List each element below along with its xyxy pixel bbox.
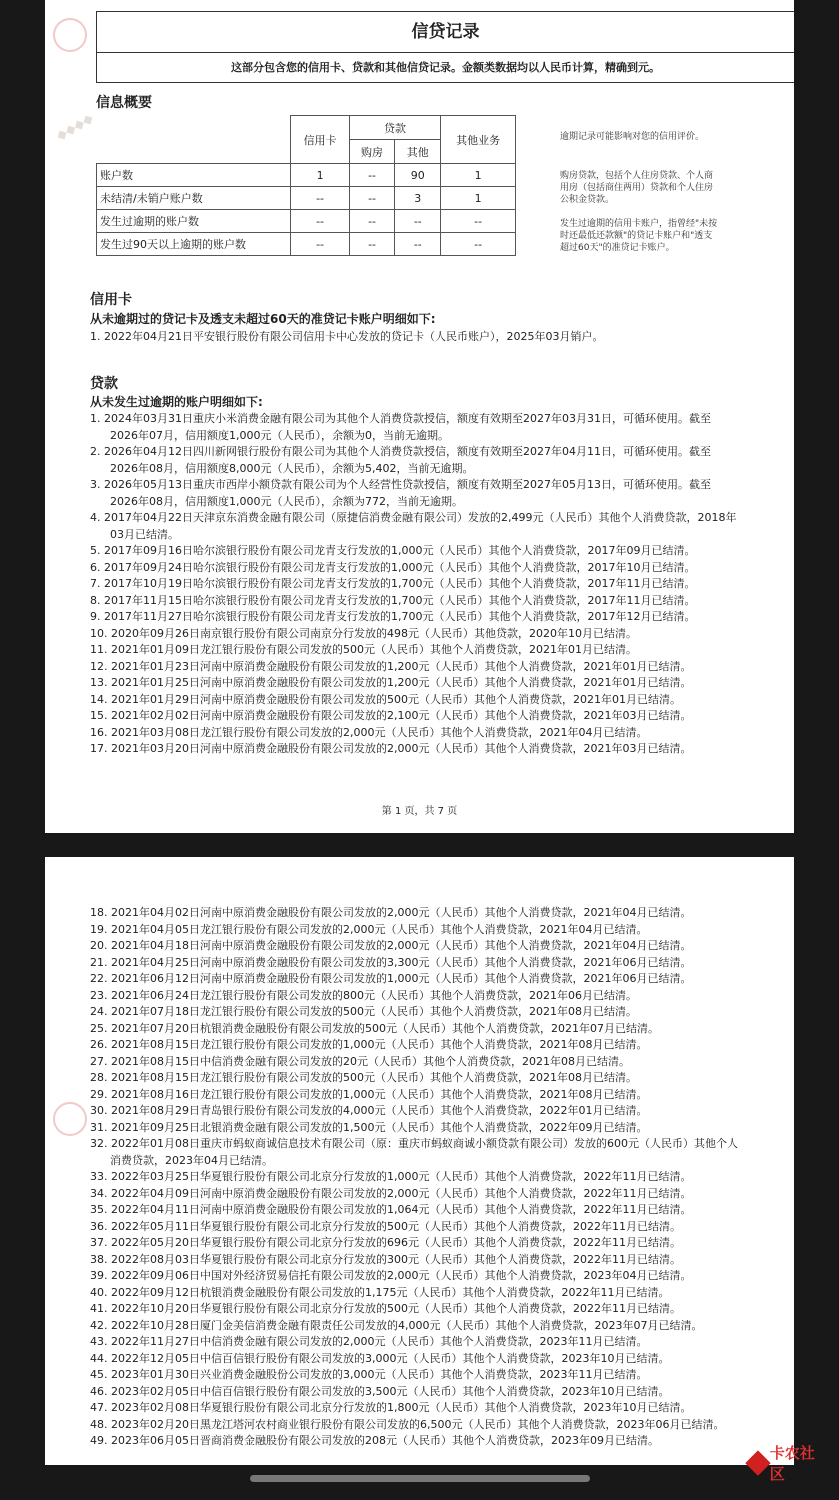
list-item: 39. 2022年09月06日中国对外经济贸易信托有限公司发放的2,000元（人民币）其他个人消费贷款，2023年04月已结清。 (90, 1269, 692, 1282)
list-item: 20. 2021年04月18日河南中原消费金融股份有限公司发放的2,000元（人民币）其他个人消费贷款，2021年04月已结清。 (90, 939, 692, 952)
list-item: 48. 2023年02月20日黑龙江塔河农村商业银行股份有限公司发放的6,500元（人民币）其他个人消费贷款，2023年06月已结清。 (90, 1417, 725, 1431)
list-item: 23. 2021年06月24日龙江银行股份有限公司发放的800元（人民币）其他个人消费贷款，2021年06月已结清。 (90, 988, 637, 1002)
list-item: 1. 2022年04月21日平安银行股份有限公司信用卡中心发放的贷记卡（人民币账户），2025年03月销户。 (90, 330, 604, 343)
list-item: 19. 2021年04月05日龙江银行股份有限公司发放的2,000元（人民币）其他个人消费贷款，2021年04月已结清。 (90, 922, 648, 936)
list-item: 35. 2022年04月11日河南中原消费金融股份有限公司发放的1,064元（人民币）其他个人消费贷款，2022年11月已结清。 (90, 1203, 692, 1216)
list-item: 2. 2026年04月12日四川新网银行股份有限公司为其他个人消费贷款授信，额度有效期至2027年04月11日，可循环使用。截至 2026年08月，信用额度8,000元（人民币），余额为5,402，当前无逾期。 (90, 445, 711, 475)
list-item: 28. 2021年08月15日龙江银行股份有限公司发放的500元（人民币）其他个人消费贷款，2021年08月已结清。 (90, 1071, 637, 1084)
list-item: 24. 2021年07月18日龙江银行股份有限公司发放的500元（人民币）其他个人消费贷款，2021年08月已结清。 (90, 1005, 637, 1018)
list-item: 10. 2020年09月26日南京银行股份有限公司南京分行发放的498元（人民币）其他贷款，2020年10月已结清。 (90, 626, 637, 640)
list-item: 31. 2021年09月25日北银消费金融有限公司发放的1,500元（人民币）其他个人消费贷款，2022年09月已结清。 (90, 1120, 648, 1134)
list-item: 30. 2021年08月29日青岛银行股份有限公司发放的4,000元（人民币）其他个人消费贷款，2022年01月已结清。 (90, 1104, 648, 1117)
list-item: 32. 2022年01月08日重庆市蚂蚁商诚信息技术有限公司（原：重庆市蚂蚁商诚小额贷款有限公司）发放的600元（人民币）其他个人 消费贷款，2023年04月已结清。 (90, 1137, 738, 1167)
table-row: 未结清/未销户账户数 -- -- 3 1 (97, 187, 516, 210)
col-loan: 贷款 (349, 116, 441, 140)
list-item: 18. 2021年04月02日河南中原消费金融股份有限公司发放的2,000元（人民币）其他个人消费贷款，2021年04月已结清。 (90, 906, 692, 919)
overview-table (96, 115, 516, 256)
list-item: 25. 2021年07月20日杭银消费金融股份有限公司发放的500元（人民币）其他个人消费贷款，2021年07月已结清。 (90, 1021, 659, 1035)
col-other: 其他 (395, 140, 441, 164)
page-number: 第 1 页，共 7 页 (381, 806, 458, 817)
list-item: 37. 2022年05月20日华夏银行股份有限公司北京分行发放的696元（人民币）其他个人消费贷款，2022年11月已结清。 (90, 1236, 681, 1249)
overview-note: 发生过逾期的信用卡账户，指曾经"未按时还最低还款额"的贷记卡账户和"透支超过60天"的准贷记卡账户。 (560, 219, 718, 253)
overview-note: 逾期记录可能影响对您的信用评价。 (560, 132, 705, 142)
overview-note: 购房贷款，包括个人住房贷款、个人商用房（包括商住两用）贷款和个人住房公积金贷款。 (560, 171, 714, 205)
list-item: 17. 2021年03月20日河南中原消费金融股份有限公司发放的2,000元（人民币）其他个人消费贷款，2021年03月已结清。 (90, 742, 692, 755)
list-item: 1. 2024年03月31日重庆小米消费金融有限公司为其他个人消费贷款授信，额度有效期至2027年03月31日，可循环使用。截至 2026年07月，信用额度1,000元（人民币），余额为0，当前无逾期。 (90, 412, 711, 442)
col-credit-card: 信用卡 (291, 116, 349, 164)
list-item: 3. 2026年05月13日重庆市西岸小额贷款有限公司为个人经营性贷款授信，额度有效期至2027年05月13日，可循环使用。截至 2026年08月，信用额度1,000元（人民币），余额为772，当前无逾期。 (90, 478, 711, 508)
list-item: 4. 2017年04月22日天津京东消费金融有限公司（原捷信消费金融有限公司）发放的2,499元（人民币）其他个人消费贷款，2018年 03月已结清。 (90, 511, 737, 541)
credit-card-list (90, 329, 755, 346)
list-item: 42. 2022年10月28日厦门金美信消费金融有限责任公司发放的4,000元（人民币）其他个人消费贷款，2023年07月已结清。 (90, 1318, 703, 1332)
list-item: 29. 2021年08月16日龙江银行股份有限公司发放的1,000元（人民币）其他个人消费贷款，2021年08月已结清。 (90, 1087, 648, 1101)
table-row: 账户数 1 -- 90 1 (97, 164, 516, 187)
col-other-biz: 其他业务 (441, 116, 516, 164)
list-item: 15. 2021年02月02日河南中原消费金融股份有限公司发放的2,100元（人民币）其他个人消费贷款，2021年03月已结清。 (90, 709, 692, 722)
scroll-indicator[interactable] (250, 1475, 590, 1482)
table-row: 发生过90天以上逾期的账户数 -- -- -- -- (97, 233, 516, 256)
list-item: 11. 2021年01月09日龙江银行股份有限公司发放的500元（人民币）其他个人消费贷款，2021年01月已结清。 (90, 643, 637, 656)
section-notice: 这部分包含您的信用卡、贷款和其他信贷记录。金额类数据均以人民币计算，精确到元。 (231, 61, 660, 74)
logo-mark-icon (745, 1450, 770, 1475)
report-page-1 (45, 0, 794, 833)
loan-subheading: 从未发生过逾期的账户明细如下: (90, 395, 263, 409)
list-item: 40. 2022年09月12日杭银消费金融股份有限公司发放的1,175元（人民币）其他个人消费贷款，2022年11月已结清。 (90, 1285, 670, 1299)
list-item: 33. 2022年03月25日华夏银行股份有限公司北京分行发放的1,000元（人民币）其他个人消费贷款，2022年11月已结清。 (90, 1170, 692, 1183)
corner-logo (749, 1444, 829, 1483)
list-item: 46. 2023年02月05日中信百信银行股份有限公司发放的3,500元（人民币）其他个人消费贷款，2023年10月已结清。 (90, 1384, 670, 1398)
seal-icon (53, 18, 87, 52)
list-item: 9. 2017年11月27日哈尔滨银行股份有限公司龙青支行发放的1,700元（人民币）其他个人消费贷款，2017年12月已结清。 (90, 610, 696, 623)
list-item: 21. 2021年04月25日河南中原消费金融股份有限公司发放的3,300元（人民币）其他个人消费贷款，2021年06月已结清。 (90, 955, 692, 969)
list-item: 27. 2021年08月15日中信消费金融有限公司发放的20元（人民币）其他个人消费贷款，2021年08月已结清。 (90, 1054, 630, 1068)
overview-heading: 信息概要 (96, 95, 152, 111)
list-item: 34. 2022年04月09日河南中原消费金融股份有限公司发放的2,000元（人民币）其他个人消费贷款，2022年11月已结清。 (90, 1186, 692, 1200)
list-item: 26. 2021年08月15日龙江银行股份有限公司发放的1,000元（人民币）其他个人消费贷款，2021年08月已结清。 (90, 1038, 648, 1051)
loan-list-page2 (90, 905, 755, 1450)
seal-icon (53, 1102, 87, 1136)
report-page-2 (45, 857, 794, 1465)
list-item: 47. 2023年02月08日华夏银行股份有限公司北京分行发放的1,800元（人民币）其他个人消费贷款，2023年10月已结清。 (90, 1401, 692, 1414)
list-item: 49. 2023年06月05日晋商消费金融股份有限公司发放的208元（人民币）其他个人消费贷款，2023年09月已结清。 (90, 1434, 659, 1447)
list-item: 22. 2021年06月12日河南中原消费金融股份有限公司发放的1,000元（人民币）其他个人消费贷款，2021年06月已结清。 (90, 972, 692, 985)
credit-card-subheading: 从未逾期过的贷记卡及透支未超过60天的准贷记卡账户明细如下: (90, 312, 436, 326)
table-row: 发生过逾期的账户数 -- -- -- -- (97, 210, 516, 233)
list-item: 38. 2022年08月03日华夏银行股份有限公司北京分行发放的300元（人民币）其他个人消费贷款，2022年11月已结清。 (90, 1252, 681, 1266)
list-item: 36. 2022年05月11日华夏银行股份有限公司北京分行发放的500元（人民币）其他个人消费贷款，2022年11月已结清。 (90, 1219, 681, 1233)
list-item: 8. 2017年11月15日哈尔滨银行股份有限公司龙青支行发放的1,700元（人民币）其他个人消费贷款，2017年11月已结清。 (90, 593, 696, 607)
loan-heading: 贷款 (90, 376, 118, 392)
section-title: 信贷记录 (97, 12, 794, 53)
list-item: 43. 2022年11月27日中信消费金融有限公司发放的2,000元（人民币）其他个人消费贷款，2023年11月已结清。 (90, 1335, 648, 1348)
list-item: 45. 2023年01月30日兴业消费金融股份公司发放的3,000元（人民币）其他个人消费贷款，2023年11月已结清。 (90, 1368, 648, 1381)
logo-text: 卡农社区 (769, 1444, 815, 1483)
watermark: ◆◆◆◆ (53, 111, 97, 144)
list-item: 14. 2021年01月29日河南中原消费金融股份有限公司发放的500元（人民币）其他个人消费贷款，2021年01月已结清。 (90, 692, 681, 706)
credit-card-heading: 信用卡 (90, 292, 132, 308)
list-item: 41. 2022年10月20日华夏银行股份有限公司北京分行发放的500元（人民币）其他个人消费贷款，2022年11月已结清。 (90, 1302, 681, 1315)
list-item: 16. 2021年03月08日龙江银行股份有限公司发放的2,000元（人民币）其他个人消费贷款，2021年04月已结清。 (90, 725, 648, 739)
list-item: 6. 2017年09月24日哈尔滨银行股份有限公司龙青支行发放的1,000元（人民币）其他个人消费贷款，2017年10月已结清。 (90, 560, 696, 574)
list-item: 12. 2021年01月23日河南中原消费金融股份有限公司发放的1,200元（人民币）其他个人消费贷款，2021年01月已结清。 (90, 659, 692, 673)
list-item: 13. 2021年01月25日河南中原消费金融股份有限公司发放的1,200元（人民币）其他个人消费贷款，2021年01月已结清。 (90, 676, 692, 689)
col-housing: 购房 (349, 140, 395, 164)
list-item: 5. 2017年09月16日哈尔滨银行股份有限公司龙青支行发放的1,000元（人民币）其他个人消费贷款，2017年09月已结清。 (90, 544, 696, 557)
list-item: 7. 2017年10月19日哈尔滨银行股份有限公司龙青支行发放的1,700元（人民币）其他个人消费贷款，2017年11月已结清。 (90, 577, 696, 590)
section-title-box (96, 11, 794, 83)
list-item: 44. 2022年12月05日中信百信银行股份有限公司发放的3,000元（人民币）其他个人消费贷款，2023年10月已结清。 (90, 1351, 670, 1365)
loan-list-page1 (90, 411, 755, 758)
